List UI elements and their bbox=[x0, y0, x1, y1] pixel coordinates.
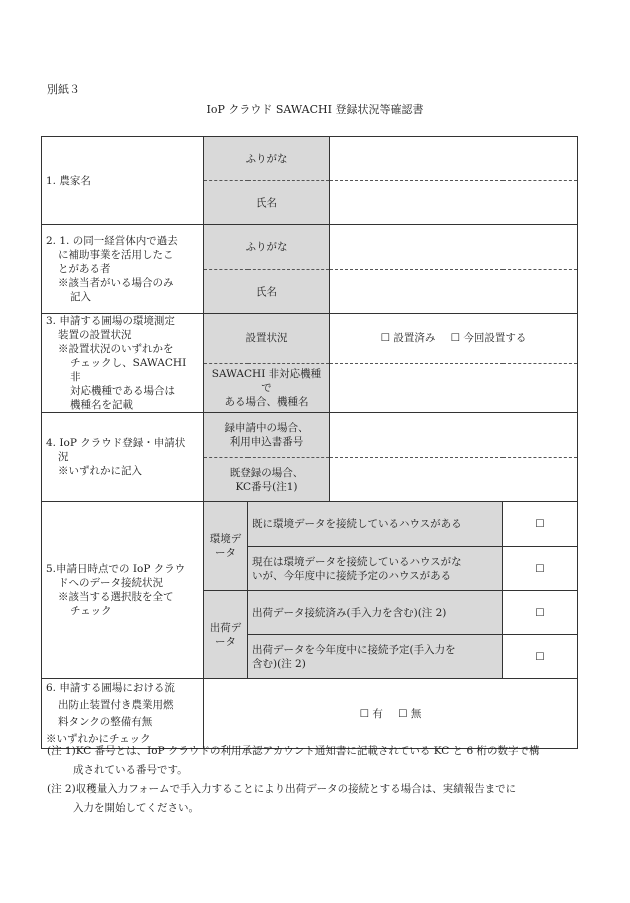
install-this-time-checkbox[interactable]: ☐ 今回設置する bbox=[450, 332, 527, 345]
name-label-2: 氏名 bbox=[204, 270, 330, 314]
farmer-name-field[interactable] bbox=[330, 181, 578, 225]
ship-connected-checkbox[interactable]: ☐ bbox=[503, 591, 578, 635]
ship-planned-option: 出荷データを今年度中に接続予定(手入力を 含む)(注 2) bbox=[248, 635, 503, 679]
env-connected-option: 既に環境データを接続しているハウスがある bbox=[248, 502, 503, 547]
env-planned-option: 現在は環境データを接続しているハウスがな いが、今年度中に接続予定のハウスがある bbox=[248, 547, 503, 591]
farmer-name-label: 1. 農家名 bbox=[42, 137, 204, 225]
kc-number-label: 既登録の場合、 KC番号(注1) bbox=[204, 458, 330, 502]
fuel-tank-yes-checkbox[interactable]: ☐ 有 bbox=[359, 707, 383, 720]
data-connection-label: 5.申請日時点での IoP クラウ ドへのデータ接続状況 ※該当する選択肢を全て チェック bbox=[42, 502, 204, 679]
iop-registration-label: 4. IoP クラウド登録・申請状 況 ※いずれかに記入 bbox=[42, 413, 204, 502]
farmer-furigana-field[interactable] bbox=[330, 137, 578, 181]
footnotes bbox=[47, 742, 587, 818]
install-status-label: 設置状況 bbox=[204, 314, 330, 364]
annex-label: 別紙３ bbox=[47, 83, 80, 96]
env-connected-checkbox[interactable]: ☐ bbox=[503, 502, 578, 547]
note-2: (注 2)収穫量入力フォームで手入力することにより出荷データの接続とする場合は、実績報告までに 入力を開始してください。 bbox=[47, 783, 517, 814]
furigana-label: ふりがな bbox=[204, 137, 330, 181]
shipment-data-label: 出荷デ ータ bbox=[204, 591, 248, 679]
confirmation-form-table bbox=[41, 136, 578, 749]
installed-checkbox[interactable]: ☐ 設置済み bbox=[380, 332, 436, 345]
application-number-field[interactable] bbox=[330, 413, 578, 458]
fuel-tank-options bbox=[204, 679, 578, 749]
kc-number-field[interactable] bbox=[330, 458, 578, 502]
device-model-field[interactable] bbox=[330, 363, 578, 413]
document-title: IoP クラウド SAWACHI 登録状況等確認書 bbox=[206, 103, 424, 116]
name-label: 氏名 bbox=[204, 181, 330, 225]
fuel-tank-no-checkbox[interactable]: ☐ 無 bbox=[398, 707, 422, 720]
subsidy-furigana-field[interactable] bbox=[330, 225, 578, 270]
fuel-tank-label: 6. 申請する圃場における流 出防止装置付き農業用燃 料タンクの整備有無 ※いずれかにチェック bbox=[42, 679, 204, 749]
past-subsidy-label: 2. 1. の同一経営体内で過去 に補助事業を活用したこ とがある者 ※該当者がいる場合のみ 記入 bbox=[42, 225, 204, 314]
application-number-label: 録申請中の場合、 利用申込書番号 bbox=[204, 413, 330, 458]
note-1: (注 1)KC 番号とは、IoP クラウドの利用承認アカウント通知書に記載されている KC と 6 桁の数字で構 成されている番号です。 bbox=[47, 745, 540, 776]
ship-planned-checkbox[interactable]: ☐ bbox=[503, 635, 578, 679]
furigana-label-2: ふりがな bbox=[204, 225, 330, 270]
environment-data-label: 環境デ ータ bbox=[204, 502, 248, 591]
install-status-options bbox=[330, 314, 578, 364]
environment-device-label: 3. 申請する圃場の環境測定 装置の設置状況 ※設置状況のいずれかを チェックし、SAWACHI 非 対応機種である場合は 機種名を記載 bbox=[42, 314, 204, 413]
non-compatible-label: SAWACHI 非対応機種で ある場合、機種名 bbox=[204, 363, 330, 413]
subsidy-name-field[interactable] bbox=[330, 270, 578, 314]
env-planned-checkbox[interactable]: ☐ bbox=[503, 547, 578, 591]
ship-connected-option: 出荷データ接続済み(手入力を含む)(注 2) bbox=[248, 591, 503, 635]
